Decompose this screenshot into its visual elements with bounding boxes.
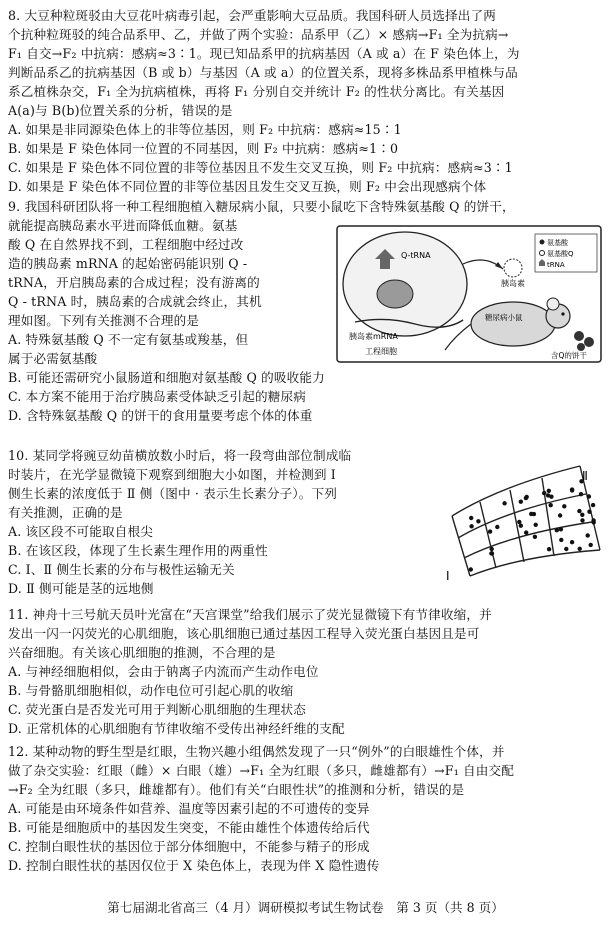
q12-option-c: C. 控制白眼性状的基因位于部分体细胞中，不能参与精子的形成 <box>8 839 370 854</box>
auxin-dot <box>524 496 528 500</box>
auxin-dot <box>495 525 499 529</box>
q10-line: 10. 某同学将豌豆幼苗横放数小时后，将一段弯曲部位制成临 <box>8 448 352 463</box>
q9-line: 酸 Q 在自然界找不到，工程细胞中经过改 <box>8 237 244 252</box>
legend-q-dot <box>540 251 545 256</box>
auxin-dot <box>547 489 551 493</box>
biscuit <box>584 337 594 347</box>
q11-option-c: C. 荧光蛋白是否发光可用于判断心肌细胞的生理状态 <box>8 702 307 717</box>
auxin-molecules <box>469 479 596 572</box>
auxin-dot <box>580 513 584 517</box>
q9-option-b: B. 可能还需研究小鼠肠道和细胞对氨基酸 Q 的吸收能力 <box>8 370 325 385</box>
q8-line: A(a)与 B(b)位置关系的分析，错误的是 <box>8 103 233 118</box>
auxin-dot <box>579 492 583 496</box>
q8-line: 8. 大豆种粒斑驳由大豆花叶病毒引起，会严重影响大豆品质。我国科研人员选择出了两 <box>8 8 496 23</box>
auxin-dot <box>488 529 492 533</box>
q9-option-a: A. 特殊氨基酸 Q 不一定有氨基或羧基，但 <box>8 332 249 347</box>
q8-line: 系乙植株杂交，F₁ 全为抗病植株，再将 F₁ 分别自交并统计 F₂ 的性状分离比。有关基因 <box>8 84 505 99</box>
mrna-label: 胰岛素mRNA <box>349 332 398 341</box>
q11-line: 发出一闪一闪荧光的心肌细胞，该心肌细胞已通过基因工程导入荧光蛋白基因且是可 <box>8 626 480 641</box>
auxin-dot <box>519 524 523 528</box>
auxin-dot <box>533 535 537 539</box>
auxin-dot <box>469 524 473 528</box>
mouse-eye <box>561 312 564 315</box>
q11-line: 11. 神舟十三号航天员叶光富在“天宫课堂”给我们展示了荧光显微镜下有节律收缩，并 <box>8 607 492 622</box>
legend-aa-dot <box>540 240 545 245</box>
auxin-dot <box>578 547 582 551</box>
auxin-dot <box>542 491 546 495</box>
q8-option-c: C. 如果是 F 染色体不同位置的非等位基因且不发生交叉互换，则 F₂ 中抗病：感病≈3∶1 <box>8 160 513 175</box>
auxin-dot <box>562 504 566 508</box>
insulin-label: 胰岛素 <box>501 279 525 288</box>
q10-option-c: C. Ⅰ、Ⅱ 侧生长素的分布与极性运输无关 <box>8 562 235 577</box>
q10-option-b: B. 在该区段，体现了生长素生理作用的两重性 <box>8 543 268 558</box>
auxin-dot <box>577 509 581 513</box>
q11-line: 兴奋细胞。有关该心肌细胞的推测，不合理的是 <box>8 645 276 660</box>
q9-line: 9. 我国科研团队将一种工程细胞植入糖尿病小鼠，只要小鼠吃下含特殊氨基酸 Q 的饼干， <box>8 199 515 214</box>
auxin-dot <box>547 547 551 551</box>
auxin-dot <box>586 533 590 537</box>
legend-q: 氨基酸Q <box>547 250 574 258</box>
auxin-dot <box>489 551 493 555</box>
biscuit <box>574 331 584 341</box>
q9-option-d: D. 含特殊氨基酸 Q 的饼干的食用量要考虑个体的体重 <box>8 408 313 423</box>
q9-line: 造的胰岛素 mRNA 的起始密码能识别 Q - <box>8 256 248 271</box>
cell-grid <box>452 466 600 576</box>
auxin-dot <box>555 528 559 532</box>
q10-line: 有关推测，正确的是 <box>8 505 123 520</box>
q11-option-b: B. 与骨骼肌细胞相似，动作电位可引起心肌的收缩 <box>8 683 294 698</box>
auxin-dot <box>589 543 593 547</box>
auxin-dot <box>529 512 533 516</box>
biscuit-label: 含Q的饼干 <box>551 351 587 360</box>
auxin-dot <box>469 567 473 571</box>
auxin-dot <box>476 519 480 523</box>
mouse-body <box>471 302 555 346</box>
q10-option-d: D. Ⅱ 侧可能是茎的远地侧 <box>8 581 154 596</box>
auxin-dot <box>559 527 563 531</box>
insulin-mechanism-figure <box>335 224 603 364</box>
q8-line: 判断品系乙的抗病基因（B 或 b）与基因（A 或 a）的位置关系，现将多株品系甲植株与品 <box>8 65 518 80</box>
q8-line: 个抗种粒斑驳的纯合品系甲、乙，并做了两个实验：品系甲（乙）× 感病→F₁ 全为抗病→ <box>8 27 509 42</box>
mouse-label: 糖尿病小鼠 <box>485 313 523 322</box>
auxin-dot <box>587 510 591 514</box>
auxin-dot <box>524 530 528 534</box>
auxin-dot <box>490 547 494 551</box>
q11-option-a: A. 与神经细胞相似，会由于钠离子内流而产生动作电位 <box>8 664 319 679</box>
cell-auxin-figure <box>440 458 605 583</box>
auxin-dot <box>564 547 568 551</box>
q11-option-d: D. 正常机体的心肌细胞有节律收缩不受传出神经纤维的支配 <box>8 721 345 736</box>
auxin-dot <box>559 538 563 542</box>
q8-line: F₁ 自交→F₂ 中抗病：感病≈3∶1。现已知品系甲的抗病基因（A 或 a）在 F 染色体上，为 <box>8 46 520 61</box>
q10-line: 时装片，在光学显微镜下观察到细胞大小如图，并检测到 Ⅰ <box>8 467 336 482</box>
qtrna-label: Q-tRNA <box>401 251 431 260</box>
auxin-dot <box>549 503 553 507</box>
auxin-dot <box>592 520 596 524</box>
legend-trna: tRNA <box>547 261 565 269</box>
q8-option-d: D. 如果是 F 染色体不同位置的非等位基因且发生交叉互换，则 F₂ 中会出现感病个体 <box>8 179 487 194</box>
q12-line: 做了杂交实验：红眼（雌）× 白眼（雄）→F₁ 全为红眼（多只，雌雄都有）→F₁ 自由交配 <box>8 763 515 778</box>
auxin-dot <box>549 495 553 499</box>
q12-option-b: B. 可能是细胞质中的基因发生突变，不能由雄性个体遗传给后代 <box>8 820 370 835</box>
q9-line: Q - tRNA 时，胰岛素的合成就会终止，其机 <box>8 294 262 309</box>
auxin-dot <box>517 520 521 524</box>
q12-line: 12. 某种动物的野生型是红眼，生物兴趣小组偶然发现了一只“例外”的白眼雄性个体，并 <box>8 744 505 759</box>
auxin-dot <box>570 488 574 492</box>
auxin-dot <box>534 523 538 527</box>
auxin-dot <box>580 518 584 522</box>
auxin-dot <box>558 513 562 517</box>
side-ii-label: Ⅱ <box>582 469 588 483</box>
biscuit <box>577 343 585 351</box>
q9-option-a-cont: 属于必需氨基酸 <box>8 351 98 366</box>
auxin-dot <box>570 540 574 544</box>
q9-line: 就能提高胰岛素水平进而降低血糖。氨基 <box>8 218 238 233</box>
auxin-dot <box>469 516 473 520</box>
auxin-dot <box>587 494 591 498</box>
q8-option-a: A. 如果是非同源染色体上的非等位基因，则 F₂ 中抗病：感病≈15∶1 <box>8 122 402 137</box>
q12-option-d: D. 控制白眼性状的基因仅位于 X 染色体上，表现为伴 X 隐性遗传 <box>8 858 380 873</box>
page-footer: 第七届湖北省高三（4 月）调研模拟考试生物试卷 第 3 页（共 8 页） <box>107 900 504 915</box>
q8-option-b: B. 如果是 F 染色体同一位置的不同基因，则 F₂ 中抗病：感病≈1∶0 <box>8 141 399 156</box>
auxin-dot <box>519 500 523 504</box>
q10-option-a: A. 该区段不可能取自根尖 <box>8 524 153 539</box>
q9-option-c: C. 本方案不能用于治疗胰岛素受体缺乏引起的糖尿病 <box>8 389 307 404</box>
q10-line: 侧生长素的浓度低于 Ⅱ 侧（图中 · 表示生长素分子）。下列 <box>8 486 338 501</box>
side-i-label: Ⅰ <box>446 569 450 583</box>
legend-aa: 氨基酸 <box>547 239 568 247</box>
q12-line: →F₂ 全为红眼（多只，雌雄都有）。他们有关“白眼性状”的推测和分析，错误的是 <box>8 782 465 797</box>
mouse-ear <box>547 298 559 310</box>
q12-option-a: A. 可能是由环境条件如营养、温度等因素引起的不可遗传的变异 <box>8 801 370 816</box>
ribosome-shape <box>377 280 413 308</box>
q9-line: tRNA，开启胰岛素的合成过程；没有游离的 <box>8 275 260 290</box>
auxin-dot <box>591 503 595 507</box>
auxin-dot <box>502 501 506 505</box>
cell-label: 工程细胞 <box>365 347 397 356</box>
q9-line: 理如图。下列有关推测不合理的是 <box>8 313 200 328</box>
